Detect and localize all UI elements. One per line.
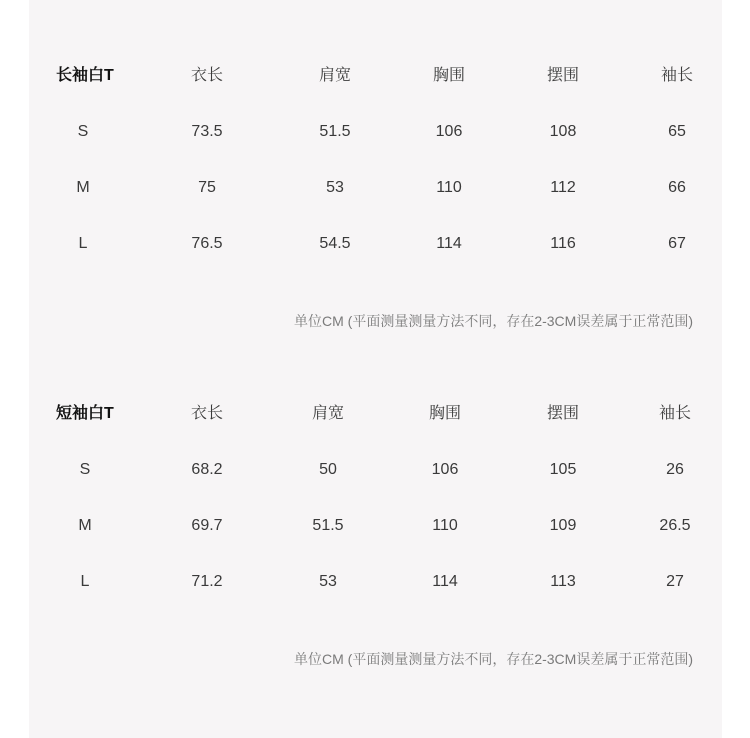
value-sleeve: 27: [666, 573, 684, 590]
value-sleeve: 26.5: [659, 517, 691, 534]
table-title: 短袖白T: [56, 405, 114, 422]
value-chest: 114: [436, 235, 462, 252]
header-row: [29, 402, 722, 426]
value-shoulder: 51.5: [319, 123, 351, 140]
value-chest: 106: [435, 123, 463, 140]
size-label: M: [76, 179, 90, 196]
table-row: [29, 458, 722, 482]
value-chest: 106: [431, 461, 459, 478]
value-length: 73.5: [191, 123, 223, 140]
size-label: M: [78, 517, 92, 534]
header-sleeve: 袖长: [658, 405, 692, 422]
measurement-note: 单位CM (平面测量测量方法不同，存在2-3CM误差属于正常范围): [294, 313, 693, 329]
value-hem: 109: [549, 517, 577, 534]
table-row: [29, 120, 722, 144]
header-row: [29, 64, 722, 88]
value-chest: 110: [432, 517, 458, 534]
value-length: 68.2: [191, 461, 223, 478]
measurement-note: 单位CM (平面测量测量方法不同，存在2-3CM误差属于正常范围): [294, 651, 693, 667]
header-hem: 摆围: [546, 67, 580, 84]
header-sleeve: 袖长: [660, 67, 694, 84]
table-row: [29, 232, 722, 256]
table-title: 长袖白T: [56, 67, 114, 84]
header-hem: 摆围: [546, 405, 580, 422]
table-row: [29, 176, 722, 200]
value-shoulder: 54.5: [319, 235, 351, 252]
value-hem: 105: [549, 461, 577, 478]
value-length: 75: [198, 179, 216, 196]
value-sleeve: 66: [668, 179, 686, 196]
value-sleeve: 67: [668, 235, 686, 252]
size-label: L: [80, 573, 90, 590]
value-sleeve: 26: [666, 461, 684, 478]
header-length: 衣长: [190, 405, 224, 422]
size-label: S: [79, 461, 91, 478]
value-length: 71.2: [191, 573, 223, 590]
value-chest: 110: [436, 179, 462, 196]
table-row: [29, 570, 722, 594]
value-hem: 112: [550, 179, 576, 196]
size-chart-panel: [29, 0, 722, 738]
value-shoulder: 51.5: [312, 517, 344, 534]
value-sleeve: 65: [668, 123, 686, 140]
value-hem: 108: [549, 123, 577, 140]
size-label: S: [77, 123, 89, 140]
value-shoulder: 53: [326, 179, 344, 196]
table-row: [29, 514, 722, 538]
header-chest: 胸围: [428, 405, 462, 422]
size-label: L: [78, 235, 88, 252]
value-hem: 116: [550, 235, 576, 252]
value-length: 69.7: [191, 517, 223, 534]
value-hem: 113: [550, 573, 576, 590]
value-shoulder: 50: [319, 461, 337, 478]
value-length: 76.5: [191, 235, 223, 252]
value-shoulder: 53: [319, 573, 337, 590]
header-length: 衣长: [190, 67, 224, 84]
value-chest: 114: [432, 573, 458, 590]
header-chest: 胸围: [432, 67, 466, 84]
header-shoulder: 肩宽: [311, 405, 345, 422]
header-shoulder: 肩宽: [318, 67, 352, 84]
